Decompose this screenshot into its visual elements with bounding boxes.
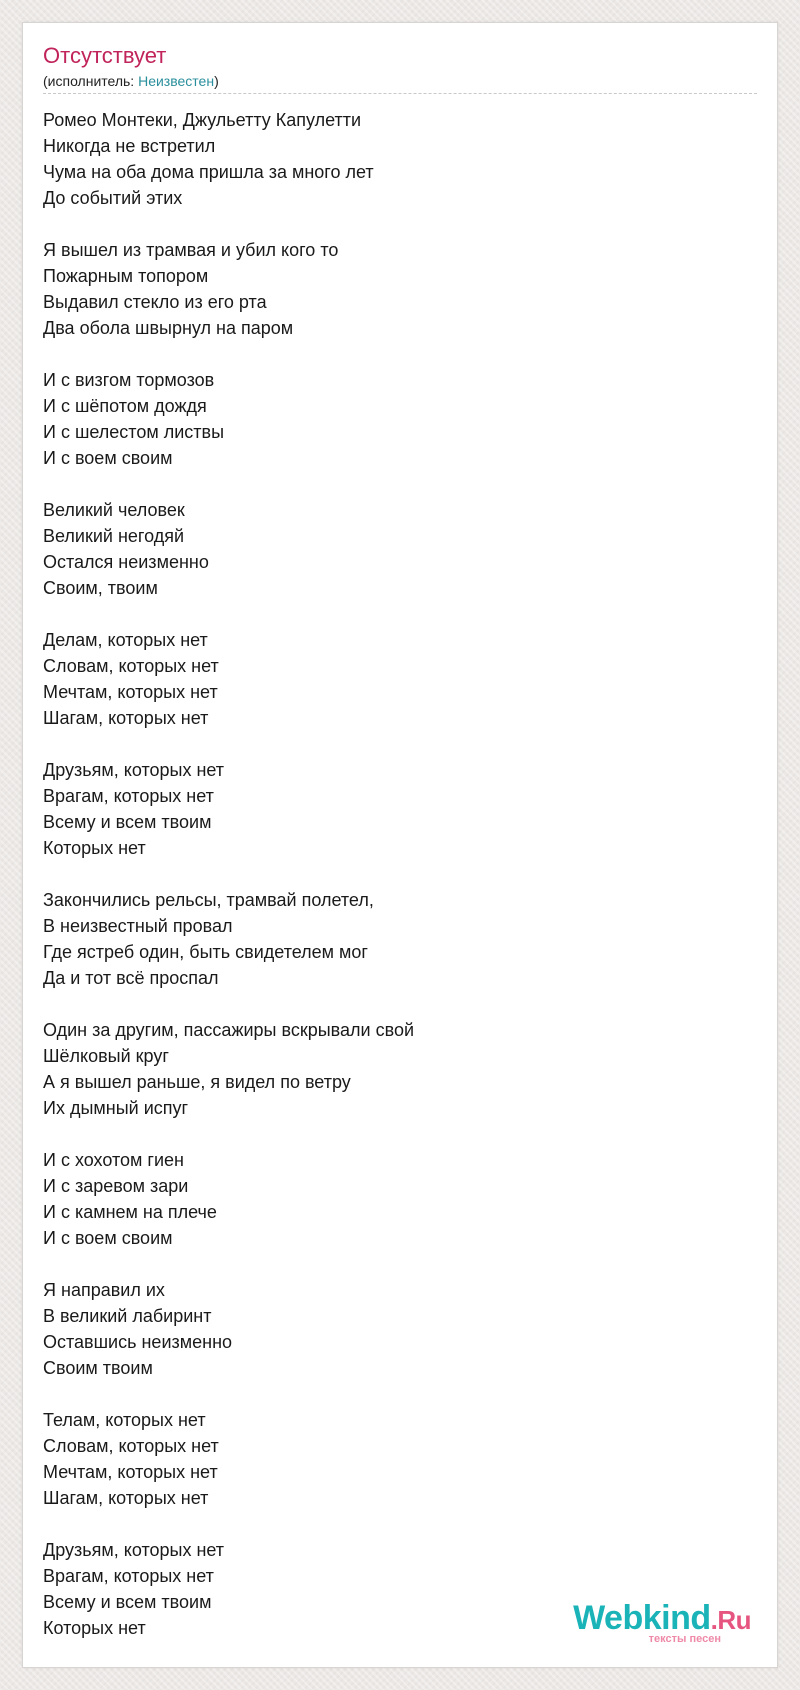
lyrics-line: Ромео Монтеки, Джульетту Капулетти	[43, 110, 362, 130]
lyrics-line: И с камнем на плече	[43, 1202, 217, 1222]
lyrics-line: Мечтам, которых нет	[43, 682, 218, 702]
lyrics-line: Выдавил стекло из его рта	[43, 292, 267, 312]
lyrics-line: Словам, которых нет	[43, 656, 219, 676]
lyrics-line: Два обола швырнул на паром	[43, 318, 294, 338]
lyrics-line: Остался неизменно	[43, 552, 209, 572]
lyrics-line: Всему и всем твоим	[43, 812, 212, 832]
lyrics-line: В неизвестный провал	[43, 916, 233, 936]
lyrics-line: Да и тот всё проспал	[43, 968, 219, 988]
lyrics-line: Мечтам, которых нет	[43, 1462, 218, 1482]
lyrics-line: Оставшись неизменно	[43, 1332, 233, 1352]
lyrics-line: Я вышел из трамвая и убил кого то	[43, 240, 339, 260]
lyrics-line: И с заревом зари	[43, 1176, 189, 1196]
lyrics-line: Врагам, которых нет	[43, 1566, 214, 1586]
artist-line	[43, 72, 757, 90]
lyrics-line: Своим, твоим	[43, 578, 158, 598]
song-header	[43, 43, 757, 90]
lyrics-line: Друзьям, которых нет	[43, 760, 225, 780]
lyrics-line: До событий этих	[43, 188, 183, 208]
lyrics-line: Чума на оба дома пришла за много лет	[43, 162, 374, 182]
lyrics-verse	[43, 1277, 757, 1381]
lyrics-verse	[43, 237, 757, 341]
lyrics-line: Словам, которых нет	[43, 1436, 219, 1456]
lyrics-line: Которых нет	[43, 838, 146, 858]
lyrics-verse	[43, 1407, 757, 1511]
lyrics-line: Шагам, которых нет	[43, 708, 209, 728]
lyrics-line: И с шелестом листвы	[43, 422, 225, 442]
lyrics-line: А я вышел раньше, я видел по ветру	[43, 1072, 351, 1092]
logo-tld: .Ru	[710, 1605, 751, 1635]
lyrics-verse	[43, 367, 757, 471]
artist-link[interactable]: Неизвестен	[138, 73, 215, 89]
lyrics-line: В великий лабиринт	[43, 1306, 212, 1326]
lyrics-line: И с хохотом гиен	[43, 1150, 184, 1170]
lyrics-line: И с воем своим	[43, 1228, 173, 1248]
lyrics-line: Где ястреб один, быть свидетелем мог	[43, 942, 368, 962]
lyrics-line: И с воем своим	[43, 448, 173, 468]
lyrics-line: Пожарным топором	[43, 266, 209, 286]
lyrics-line: Телам, которых нет	[43, 1410, 206, 1430]
lyrics-text	[43, 107, 757, 1667]
lyrics-line: И с шёпотом дождя	[43, 396, 207, 416]
lyrics-line: Великий негодяй	[43, 526, 185, 546]
lyrics-line: И с визгом тормозов	[43, 370, 215, 390]
lyrics-verse	[43, 1017, 757, 1121]
lyrics-line: Которых нет	[43, 1618, 146, 1638]
artist-suffix: )	[214, 73, 219, 89]
lyrics-line: Друзьям, которых нет	[43, 1540, 225, 1560]
lyrics-verse	[43, 1147, 757, 1251]
lyrics-line: Шагам, которых нет	[43, 1488, 209, 1508]
lyrics-verse	[43, 627, 757, 731]
lyrics-line: Их дымный испуг	[43, 1098, 189, 1118]
lyrics-line: Закончились рельсы, трамвай полетел,	[43, 890, 374, 910]
lyrics-verse	[43, 107, 757, 211]
logo-word: Webkind	[573, 1599, 711, 1637]
lyrics-line: Один за другим, пассажиры вскрывали свой	[43, 1020, 415, 1040]
lyrics-line: Никогда не встретил	[43, 136, 216, 156]
lyrics-verse	[43, 887, 757, 991]
song-title: Отсутствует	[43, 43, 167, 68]
lyrics-line: Великий человек	[43, 500, 185, 520]
lyrics-verse	[43, 757, 757, 861]
lyrics-line: Всему и всем твоим	[43, 1592, 212, 1612]
artist-prefix: (исполнитель:	[43, 73, 139, 89]
header-divider	[43, 93, 757, 94]
lyrics-line: Своим твоим	[43, 1358, 153, 1378]
lyrics-verse	[43, 497, 757, 601]
logo-tagline: тексты песен	[648, 1633, 721, 1645]
lyrics-line: Делам, которых нет	[43, 630, 208, 650]
lyrics-line: Я направил их	[43, 1280, 165, 1300]
lyrics-line: Врагам, которых нет	[43, 786, 214, 806]
lyrics-line: Шёлковый круг	[43, 1046, 169, 1066]
site-logo[interactable]	[551, 1599, 751, 1647]
lyrics-card	[22, 22, 778, 1668]
